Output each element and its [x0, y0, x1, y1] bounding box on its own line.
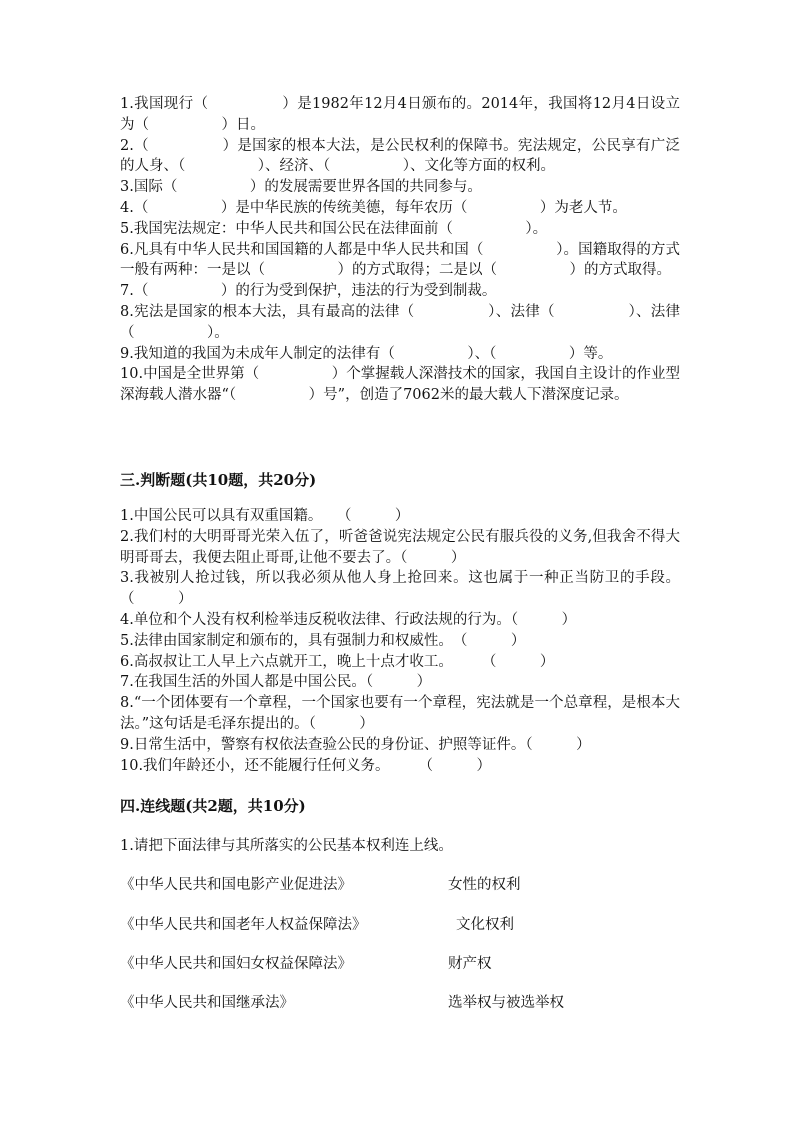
fill-in-questions	[120, 94, 680, 406]
right-item-property: 财产权	[448, 956, 492, 972]
law-item-elderly: 《中华人民共和国老年人权益保障法》	[120, 917, 367, 933]
fill-question-1: 1.我国现行（ ）是1982年12月4日颁布的。2014年，我国将12月4日设立为（ ）日。	[120, 96, 680, 133]
matching-row-3	[120, 953, 680, 975]
law-item-inheritance: 《中华人民共和国继承法》	[120, 995, 294, 1011]
judge-question-2: 2.我们村的大明哥哥光荣入伍了，听爸爸说宪法规定公民有服兵役的义务,但我舍不得大明哥哥去，我便去阻止哥哥,让他不要去了。（ ）	[120, 528, 680, 566]
fill-question-7: 7.（ ）的行为受到保护，违法的行为受到制裁。	[120, 283, 497, 300]
law-item-women: 《中华人民共和国妇女权益保障法》	[120, 956, 352, 972]
fill-question-4: 4.（ ）是中华民族的传统美德，每年农历（ ）为老人节。	[120, 199, 627, 216]
matching-row-4	[120, 992, 680, 1014]
true-false-questions	[120, 506, 680, 776]
fill-question-10: 10.中国是全世界第（ ）个掌握载人深潜技术的国家，我国自主设计的作业型深海载人潜水器“（ ）号”，创造了7062米的最大载人下潜深度记录。	[120, 366, 680, 404]
fill-question-6: 6.凡具有中华人民共和国国籍的人都是中华人民共和国（ ）。国籍取得的方式一般有两种：一是以（ ）的方式取得；二是以（ ）的方式取得。	[120, 241, 680, 279]
section-3-title: 三.判断题(共10题，共20分)	[120, 471, 317, 489]
matching-row-1	[120, 874, 680, 896]
law-item-film: 《中华人民共和国电影产业促进法》	[120, 877, 352, 893]
judge-question-10: 10.我们年龄还小，还不能履行任何义务。 （ ）	[120, 757, 492, 774]
judge-question-1: 1.中国公民可以具有双重国籍。 （ ）	[120, 508, 410, 524]
judge-question-3: 3.我被别人抢过钱，所以我必须从他人身上抢回来。这也属于一种正当防卫的手段。（ ）	[120, 570, 680, 608]
judge-question-7: 7.在我国生活的外国人都是中国公民。（ ）	[120, 674, 432, 691]
fill-question-9: 9.我知道的我国为未成年人制定的法律有（ ）、（ ）等。	[120, 345, 613, 362]
fill-question-5: 5.我国宪法规定：中华人民共和国公民在法律面前（ ）。	[120, 220, 548, 237]
fill-question-3: 3.国际（ ）的发展需要世界各国的共同参与。	[120, 179, 482, 196]
judge-question-8: 8.“一个团体要有一个章程，一个国家也要有一个章程，宪法就是一个总章程，是根本大法。”这句话是毛泽东提出的。（ ）	[120, 695, 680, 732]
right-item-women: 女性的权利	[448, 877, 521, 893]
matching-row-2	[120, 914, 680, 936]
fill-question-8: 8.宪法是国家的根本大法，具有最高的法律（ ）、法律（ ）、法律（ ）。	[120, 303, 680, 341]
judge-question-5: 5.法律由国家制定和颁布的，具有强制力和权威性。 （ ）	[120, 632, 526, 649]
section-4-title: 四.连线题(共2题，共10分)	[120, 797, 306, 815]
judge-question-9: 9.日常生活中，警察有权依法查验公民的身份证、护照等证件。（ ）	[120, 736, 591, 753]
matching-instruction: 1.请把下面法律与其所落实的公民基本权利连上线。	[120, 838, 453, 854]
judge-question-4: 4.单位和个人没有权利检举违反税收法律、行政法规的行为。（ ）	[120, 611, 577, 628]
right-item-election: 选举权与被选举权	[448, 995, 564, 1011]
judge-question-6: 6.高叔叔让工人早上六点就开工，晚上十点才收工。 （ ）	[120, 653, 555, 670]
right-item-culture: 文化权利	[456, 917, 514, 933]
fill-question-2: 2.（ ）是国家的根本大法，是公民权利的保障书。宪法规定，公民享有广泛的人身、（ ）、经济、（ ）、文化等方面的权利。	[120, 137, 680, 175]
